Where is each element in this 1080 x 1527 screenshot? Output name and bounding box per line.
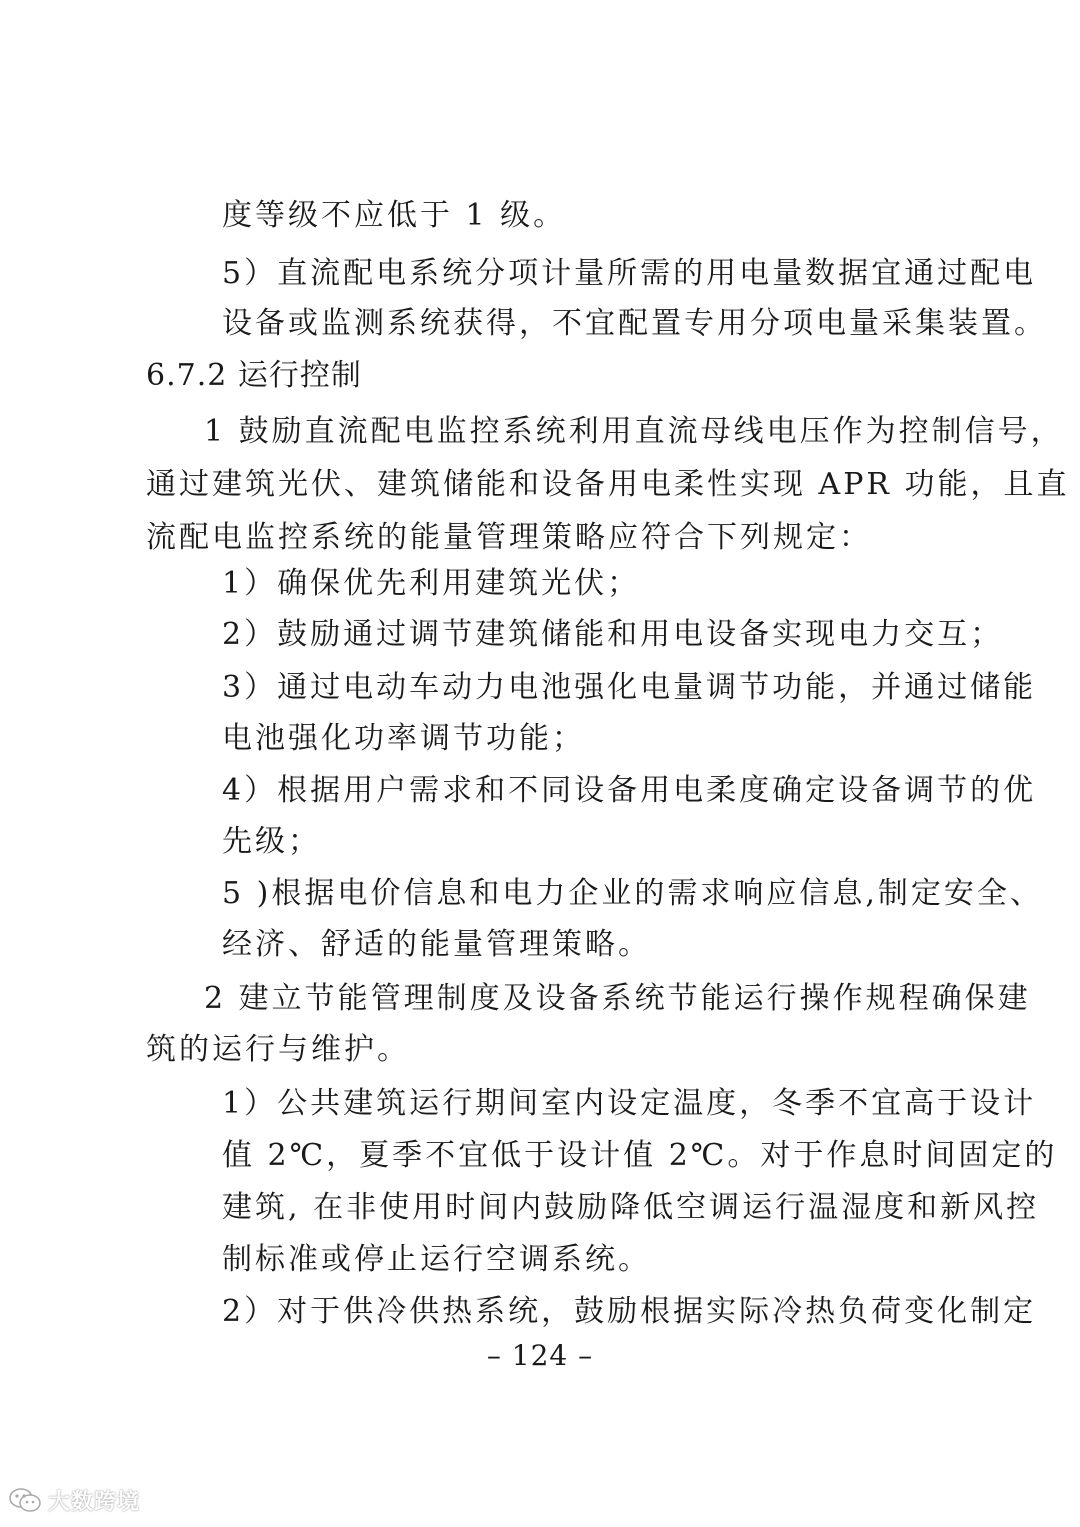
text-line: 筑的运行与维护。 [146, 1032, 410, 1067]
page-number: – 124 – [486, 1339, 594, 1372]
text-line: 流配电监控系统的能量管理策略应符合下列规定： [146, 520, 872, 555]
text-line: 2 建立节能管理制度及设备系统节能运行操作规程确保建 [204, 981, 1031, 1016]
section-heading: 6.7.2 运行控制 [146, 358, 362, 393]
text-line: 1）公共建筑运行期间室内设定温度，冬季不宜高于设计 [222, 1086, 1037, 1121]
text-line: 建筑, 在非使用时间内鼓励降低空调运行温湿度和新风控 [222, 1190, 1040, 1225]
text-line: 3）通过电动车动力电池强化电量调节功能，并通过储能 [222, 670, 1037, 705]
watermark-text: 大数跨境 [48, 1489, 141, 1515]
text-line: 值 2℃，夏季不宜低于设计值 2℃。对于作息时间固定的 [222, 1138, 1058, 1173]
text-line: 2）鼓励通过调节建筑储能和用电设备实现电力交互； [222, 617, 1004, 652]
text-line: 通过建筑光伏、建筑储能和设备用电柔性实现 APR 功能，且直 [146, 467, 1070, 502]
text-line: 1 鼓励直流配电监控系统利用直流母线电压作为控制信号， [204, 414, 1064, 449]
text-line: 5）直流配电系统分项计量所需的用电量数据宜通过配电 [222, 256, 1037, 291]
text-line: 经济、舒适的能量管理策略。 [222, 927, 651, 962]
text-line: 设备或监测系统获得，不宜配置专用分项电量采集装置。 [222, 306, 1047, 341]
text-line: 度等级不应低于 1 级。 [222, 198, 567, 233]
text-line: 5 )根据电价信息和电力企业的需求响应信息,制定安全、 [222, 876, 1043, 911]
text-line: 制标准或停止运行空调系统。 [222, 1242, 651, 1277]
wechat-logo-icon [8, 1486, 42, 1514]
text-line: 4）根据用户需求和不同设备用电柔度确定设备调节的优 [222, 773, 1037, 808]
text-line: 先级； [222, 824, 321, 859]
text-line: 2）对于供冷供热系统，鼓励根据实际冷热负荷变化制定 [222, 1294, 1037, 1329]
text-line: 电池强化功率调节功能； [222, 721, 585, 756]
watermark [8, 1484, 140, 1516]
text-line: 1）确保优先利用建筑光伏； [222, 566, 641, 601]
